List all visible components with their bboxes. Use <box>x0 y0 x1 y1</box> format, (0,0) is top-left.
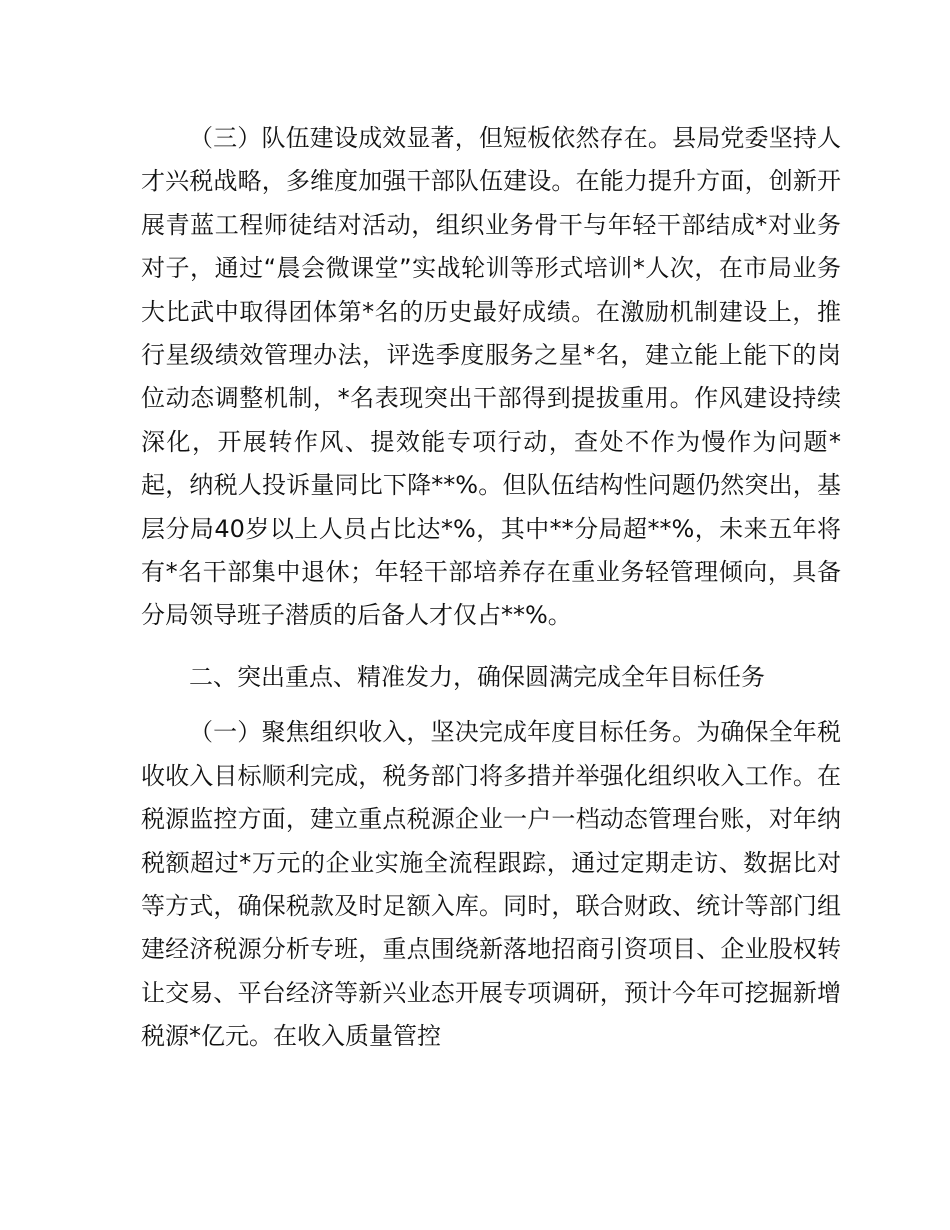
document-body <box>141 117 841 1059</box>
paragraph-revenue-goal: （一）聚焦组织收入，坚决完成年度目标任务。为确保全年税收收入目标顺利完成，税务部门将多措并举强化组织收入工作。在税源监控方面，建立重点税源企业一户一档动态管理台账，对年纳税额超过*万元的企业实施全流程跟踪，通过定期走访、数据比对等方式，确保税款及时足额入库。同时，联合财政、统计等部门组建经济税源分析专班，重点围绕新落地招商引资项目、企业股权转让交易、平台经济等新兴业态开展专项调研，预计今年可挖掘新增税源*亿元。在收入质量管控 <box>141 718 841 1051</box>
section-heading: 二、突出重点、精准发力，确保圆满完成全年目标任务 <box>189 662 765 691</box>
paragraph-team-building: （三）队伍建设成效显著，但短板依然存在。县局党委坚持人才兴税战略，多维度加强干部队伍建设。在能力提升方面，创新开展青蓝工程师徒结对活动，组织业务骨干与年轻干部结成*对业务对子，通过“晨会微课堂”实战轮训等形式培训*人次，在市局业务大比武中取得团体第*名的历史最好成绩。在激励机制建设上，推行星级绩效管理办法，评选季度服务之星*名，建立能上能下的岗位动态调整机制，*名表现突出干部得到提拔重用。作风建设持续深化，开展转作风、提效能专项行动，查处不作为慢作为问题*起，纳税人投诉量同比下降**%。但队伍结构性问题仍然突出，基层分局40岁以上人员占比达*%，其中**分局超**%，未来五年将有*名干部集中退休；年轻干部培养存在重业务轻管理倾向，具备分局领导班子潜质的后备人才仅占**%。 <box>141 124 841 630</box>
